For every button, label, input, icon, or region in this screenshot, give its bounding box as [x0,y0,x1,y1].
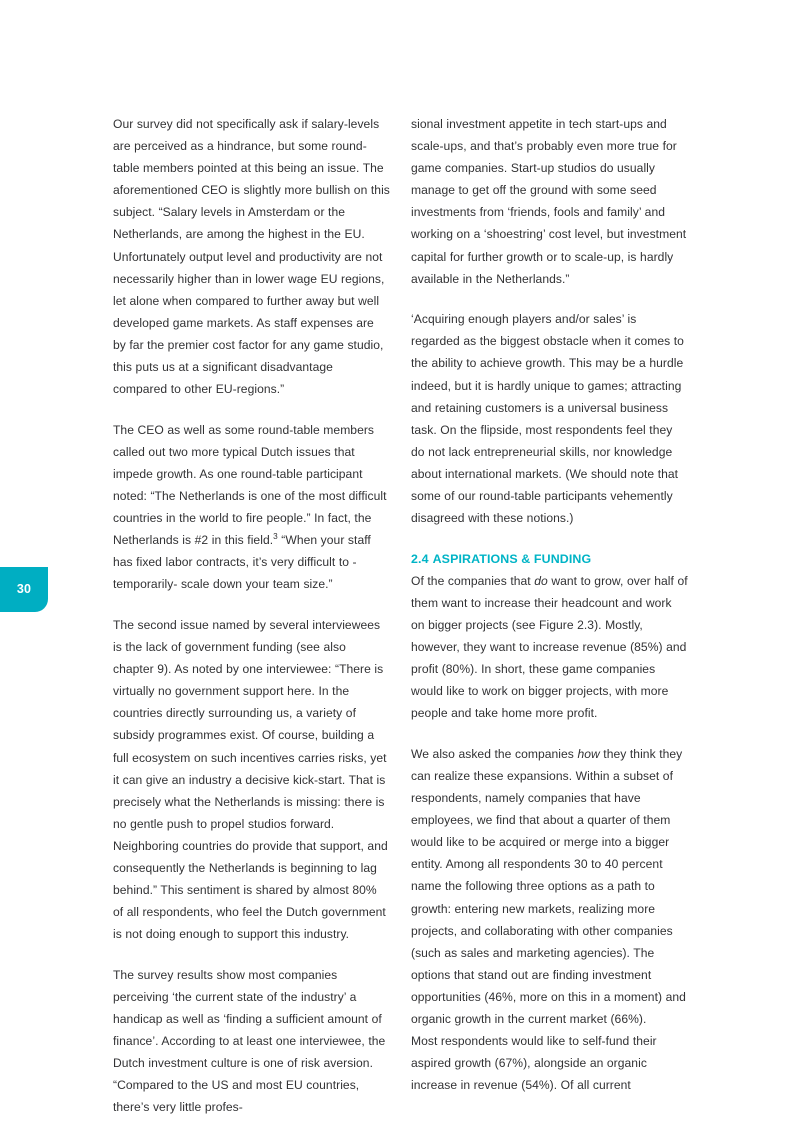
page-number-tab [0,567,48,612]
paragraph-survey-results: The survey results show most companies perceiving ‘the current state of the industry’ a handicap as well as ‘finding a sufficient amount of finance’. According to at least one interviewee, the Dutch investment culture is one of risk aversion. “Compared to the US and most EU countries, there’s very little profes- [113,967,386,1115]
left-column [113,113,390,1119]
emphasis-do: do [534,573,548,588]
paragraph-how-part1: We also asked the companies [411,746,578,761]
page-number: 30 [16,582,32,597]
paragraph-how-part2: they think they can realize these expansions. Within a subset of respondents, namely companies that have employees, we find that about a quarter of them would like to be acquired or merge into a bigger entity. Among all respondents 30 to 40 percent name the following three options as a path to growth: entering new markets, realizing more projects, and collaborating with other companies (such as sales and marketing agencies). The options that stand out are finding investment opportunities (46%, more on this in a moment) and organic growth in the current market (66%). [411,746,686,1026]
paragraph-self-fund: Most respondents would like to self-fund their aspired growth (67%), alongside an organic increase in revenue (54%). Of all current [411,1034,657,1093]
section-title: ASPIRATIONS & FUNDING [432,551,592,566]
section-number: 2.4 [411,551,429,566]
footnote-marker: 3 [273,532,278,542]
right-column [411,113,688,1096]
paragraph-salary-levels: Our survey did not specifically ask if salary-levels are perceived as a hindrance, but some round-table members pointed at this being an issue. The aforementioned CEO is slightly more bullish on this subject. “Salary levels in Amsterdam or the Netherlands, are among the highest in the EU. Unfortunately output level and productivity are not necessarily higher than in lower wage EU regions, let alone when compared to further away but well developed game markets. As staff expenses are by far the premier cost factor for any game studio, this puts us at a significant disadvantage compared to other EU-regions.” [113,117,390,397]
paragraph-investment-appetite: sional investment appetite in tech start-ups and scale-ups, and that’s probably even more true for game companies. Start-up studios do usually manage to get off the ground with some seed investments from ‘friends, fools and family’ and working on a ‘shoestring’ cost level, but investment capital for further growth or to scale-up, is hardly available in the Netherlands.” [411,117,687,286]
paragraph-government-funding: The second issue named by several interviewees is the lack of government funding (see also chapter 9). As noted by one interviewee: “There is virtually no government support here. In the countries directly surrounding us, a variety of subsidy programmes exist. Of course, building a full ecosystem on such incentives carries risks, yet it can give an industry a decisive kick-start. That is precisely what the Netherlands is missing: there is no gentle push to propel studios forward. Neighboring countries do provide that support, and consequently the Netherlands is beginning to lag behind.” This sentiment is shared by almost 80% of all respondents, who feel the Dutch government is not doing enough to support this industry. [113,617,388,942]
emphasis-how: how [577,746,600,761]
paragraph-how-expansions [411,743,688,1030]
paragraph-aspirations-part1: Of the companies that [411,573,535,588]
paragraph-dutch-issues-text: The CEO as well as some round-table members called out two more typical Dutch issues that impede growth. As one round-table participant noted: “The Netherlands is one of the most difficult countries in the world to fire people.” In fact, the Netherlands is #2 in this field. [113,422,387,548]
section-heading-aspirations-funding [411,548,688,570]
paragraph-aspirations [411,570,688,725]
paragraph-acquiring-players: ‘Acquiring enough players and/or sales’ is regarded as the biggest obstacle when it comes to the ability to achieve growth. This may be a hurdle indeed, but it is hardly unique to games; attracting and retaining customers is a universal business task. On the flipside, most respondents feel they do not lack entrepreneurial skills, nor knowledge about international markets. (We should note that some of our round-table participants vehemently disagreed with these notions.) [411,312,684,526]
paragraph-dutch-issues [113,419,390,596]
paragraph-dutch-issues-tail: “When your staff has fixed labor contracts, it’s very difficult to -temporarily- scale down your team size.” [113,533,371,592]
paragraph-aspirations-part2: want to grow, over half of them want to increase their headcount and work on bigger projects (see Figure 2.3). Mostly, however, they want to increase revenue (85%) and profit (80%). In short, these game companies would like to work on bigger projects, with more people and take home more profit. [411,573,688,721]
